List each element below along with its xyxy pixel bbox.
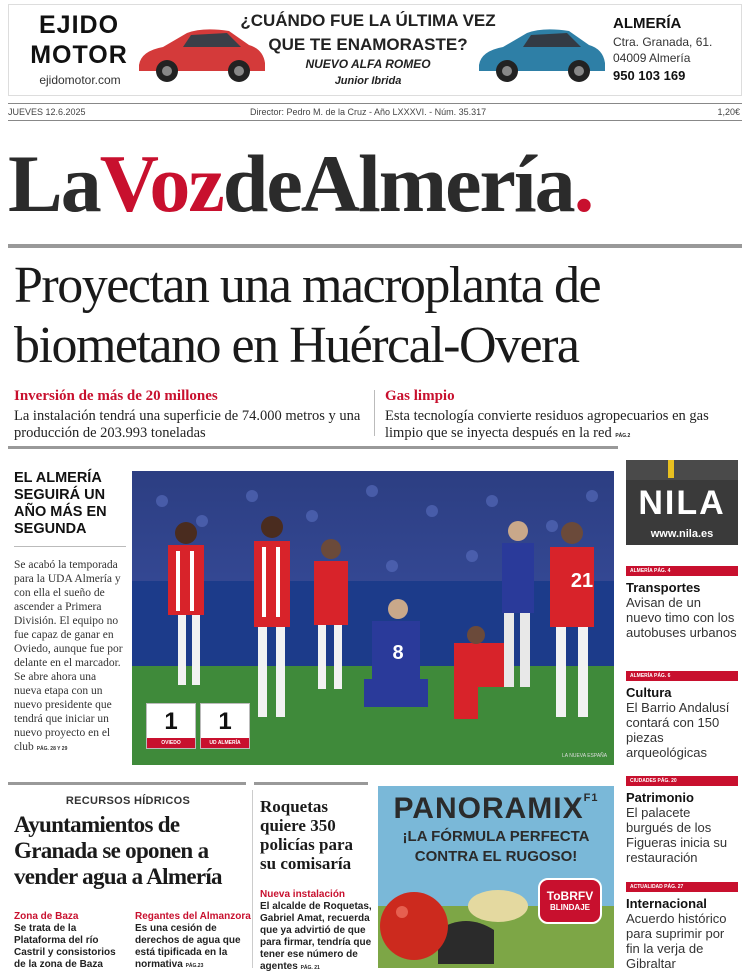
jersey-number-21: 21 (570, 570, 594, 592)
newspaper-logo[interactable] (8, 140, 742, 230)
road-marking (668, 460, 674, 478)
water-col2-text: Es una cesión de derechos de agua que está tipificada en la normativa (135, 923, 241, 970)
sidebar-item-cultura[interactable] (626, 671, 738, 760)
panoramix-badge-2: BLINDAJE (549, 903, 590, 912)
team-home: OVIEDO (147, 738, 195, 748)
sidebar-kicker: ALMERÍA PÁG. 6 (626, 671, 738, 681)
water-col1-text: Se trata de la Plataforma del río Castril y consistorios de la zona de Baza (14, 923, 116, 970)
column-divider (374, 390, 375, 436)
logo-voz: Voz (99, 138, 223, 229)
sidebar-head: Internacional (626, 896, 707, 911)
ad-model-sub: Junior Ibrida (334, 75, 402, 87)
nila-url[interactable]: www.nila.es (650, 528, 714, 540)
water-col2-wrap (135, 923, 245, 972)
issue-date: JUEVES 12.6.2025 (8, 107, 86, 117)
panoramix-brand-wrap (378, 792, 614, 826)
ad-city: ALMERÍA (613, 15, 682, 32)
sidebar-kicker: CIUDADES PÁG. 20 (626, 776, 738, 786)
roquetas-wrap (260, 901, 372, 974)
water-col2-page: PÁG.23 (185, 963, 204, 969)
issue-price: 1,20€ (717, 107, 740, 117)
panoramix-badge-1: ToBRFV (546, 889, 594, 903)
water-headline[interactable]: Ayuntamientos de Granada se oponen a vender agua a Almería (14, 812, 222, 889)
sports-body-wrap (14, 558, 126, 756)
section-divider-2 (8, 446, 618, 449)
roquetas-page: PÁG. 21 (300, 965, 320, 971)
panoramix-brand: PANORAMIX (393, 792, 584, 825)
section-divider (8, 244, 742, 248)
score-away (200, 703, 250, 749)
sidebar-text: Avisan de un nuevo timo con los autobuses urbanos (626, 595, 737, 640)
panoramix-slogan-1: ¡LA FÓRMULA PERFECTA (402, 828, 590, 845)
jersey-number-8: 8 (392, 642, 404, 664)
water-col2-label: Regantes del Almanzora (135, 911, 251, 922)
panoramix-slogan-2: CONTRA EL RUGOSO! (414, 848, 578, 865)
roquetas-headline[interactable]: Roquetas quiere 350 policías para su comisaría (260, 797, 354, 873)
roquetas-text: El alcalde de Roquetas, Gabriel Amat, recuerda que ya advirtió de que para firmar, tendría que tener ese número de agentes (260, 901, 372, 972)
sidebar-item-internacional[interactable] (626, 882, 738, 971)
ad-brand-line2: MOTOR (30, 41, 128, 69)
ad-address-2: 04009 Almería (613, 51, 691, 65)
lead-sub2-body: Esta tecnología convierte residuos agropecuarios en gas limpio que se inyecta después en la red (385, 408, 709, 441)
lead-sub1-text: La instalación tendrá una superficie de 74.000 metros y una producción de 203.993 toneladas (14, 408, 361, 441)
masthead-meta-line (8, 103, 742, 121)
sports-page: PÁG. 28 Y 29 (36, 746, 68, 752)
sports-body: Se acabó la temporada para la UDA Almería y con ella el sueño de ascender a Primera División. El equipo no fue capaz de ganar en Oviedo, aunque fue por delante en el marcador. Se abre ahora una nueva etapa con un nuevo presidente que tendrá que iniciar un nuevo proyecto en el club (14, 559, 123, 753)
bottom-column-divider (252, 790, 253, 968)
ad-tagline-2: QUE TE ENAMORASTE? (268, 35, 468, 54)
panoramix-badge (538, 878, 602, 924)
sidebar-head: Cultura (626, 685, 672, 700)
logo-almeria: Almería (300, 138, 574, 229)
ad-model: NUEVO ALFA ROMEO (305, 57, 431, 71)
nila-road (626, 460, 738, 480)
sidebar-item-transportes[interactable] (626, 566, 738, 640)
sidebar-kicker: ACTUALIDAD PÁG. 27 (626, 882, 738, 892)
ad-phone[interactable]: 950 103 169 (613, 68, 686, 83)
ad-address-1: Ctra. Granada, 61. (613, 35, 713, 49)
lead-sub1-label: Inversión de más de 20 millones (14, 388, 218, 404)
director-info: Director: Pedro M. de la Cruz - Año LXXXVI. - Núm. 35.317 (250, 107, 487, 117)
ad-brand-site[interactable]: ejidomotor.com (39, 73, 121, 87)
panoramix-brand-sup: F1 (583, 792, 599, 804)
score-home (146, 703, 196, 749)
logo-dot: . (573, 138, 593, 229)
sports-title[interactable]: EL ALMERÍA SEGUIRÁ UN AÑO MÁS EN SEGUNDA (14, 470, 107, 537)
sports-rule (14, 546, 126, 547)
ad-tagline-1: ¿CUÁNDO FUE LA ÚLTIMA VEZ (240, 11, 496, 30)
score-home-value: 1 (164, 708, 178, 735)
sidebar-text: Acuerdo histórico para suprimir por fin la verja de Gibraltar (626, 911, 727, 971)
lead-headline[interactable]: Proyectan una macroplanta de biometano en Huércal-Overa (14, 257, 601, 374)
panoramix-advertisement[interactable] (378, 786, 614, 968)
lead-sub2-label: Gas limpio (385, 388, 455, 404)
score-away-value: 1 (218, 708, 232, 735)
lead-sub2-page: PÁG.2 (615, 433, 631, 439)
blue-car-image (473, 21, 609, 85)
photo-credit: LA NUEVA ESPAÑA (562, 753, 608, 759)
team-away: UD ALMERÍA (201, 738, 249, 748)
sidebar-text: El Barrio Andalusí contará con 150 piezas arqueológicas (626, 700, 730, 760)
water-kicker: RECURSOS HÍDRICOS (65, 795, 191, 807)
nila-advertisement[interactable] (626, 460, 738, 545)
top-advertisement[interactable] (8, 4, 742, 96)
roquetas-label: Nueva instalación (260, 889, 346, 900)
sidebar-item-patrimonio[interactable] (626, 776, 738, 865)
bottom-rule-2 (254, 782, 368, 785)
sidebar-kicker: ALMERÍA PÁG. 4 (626, 566, 738, 576)
sidebar-head: Transportes (626, 580, 701, 595)
nila-brand: NILA (638, 484, 726, 522)
sidebar-head: Patrimonio (626, 790, 694, 805)
water-col1-label: Zona de Baza (14, 911, 79, 922)
sidebar-text: El palacete burgués de los Figueras inicia su restauración (626, 805, 728, 865)
ad-brand-line1: EJIDO (38, 11, 120, 39)
lead-sub2-text (385, 408, 735, 445)
logo-la: La (8, 138, 100, 229)
logo-de: de (222, 138, 301, 229)
bottom-rule-1 (8, 782, 246, 785)
